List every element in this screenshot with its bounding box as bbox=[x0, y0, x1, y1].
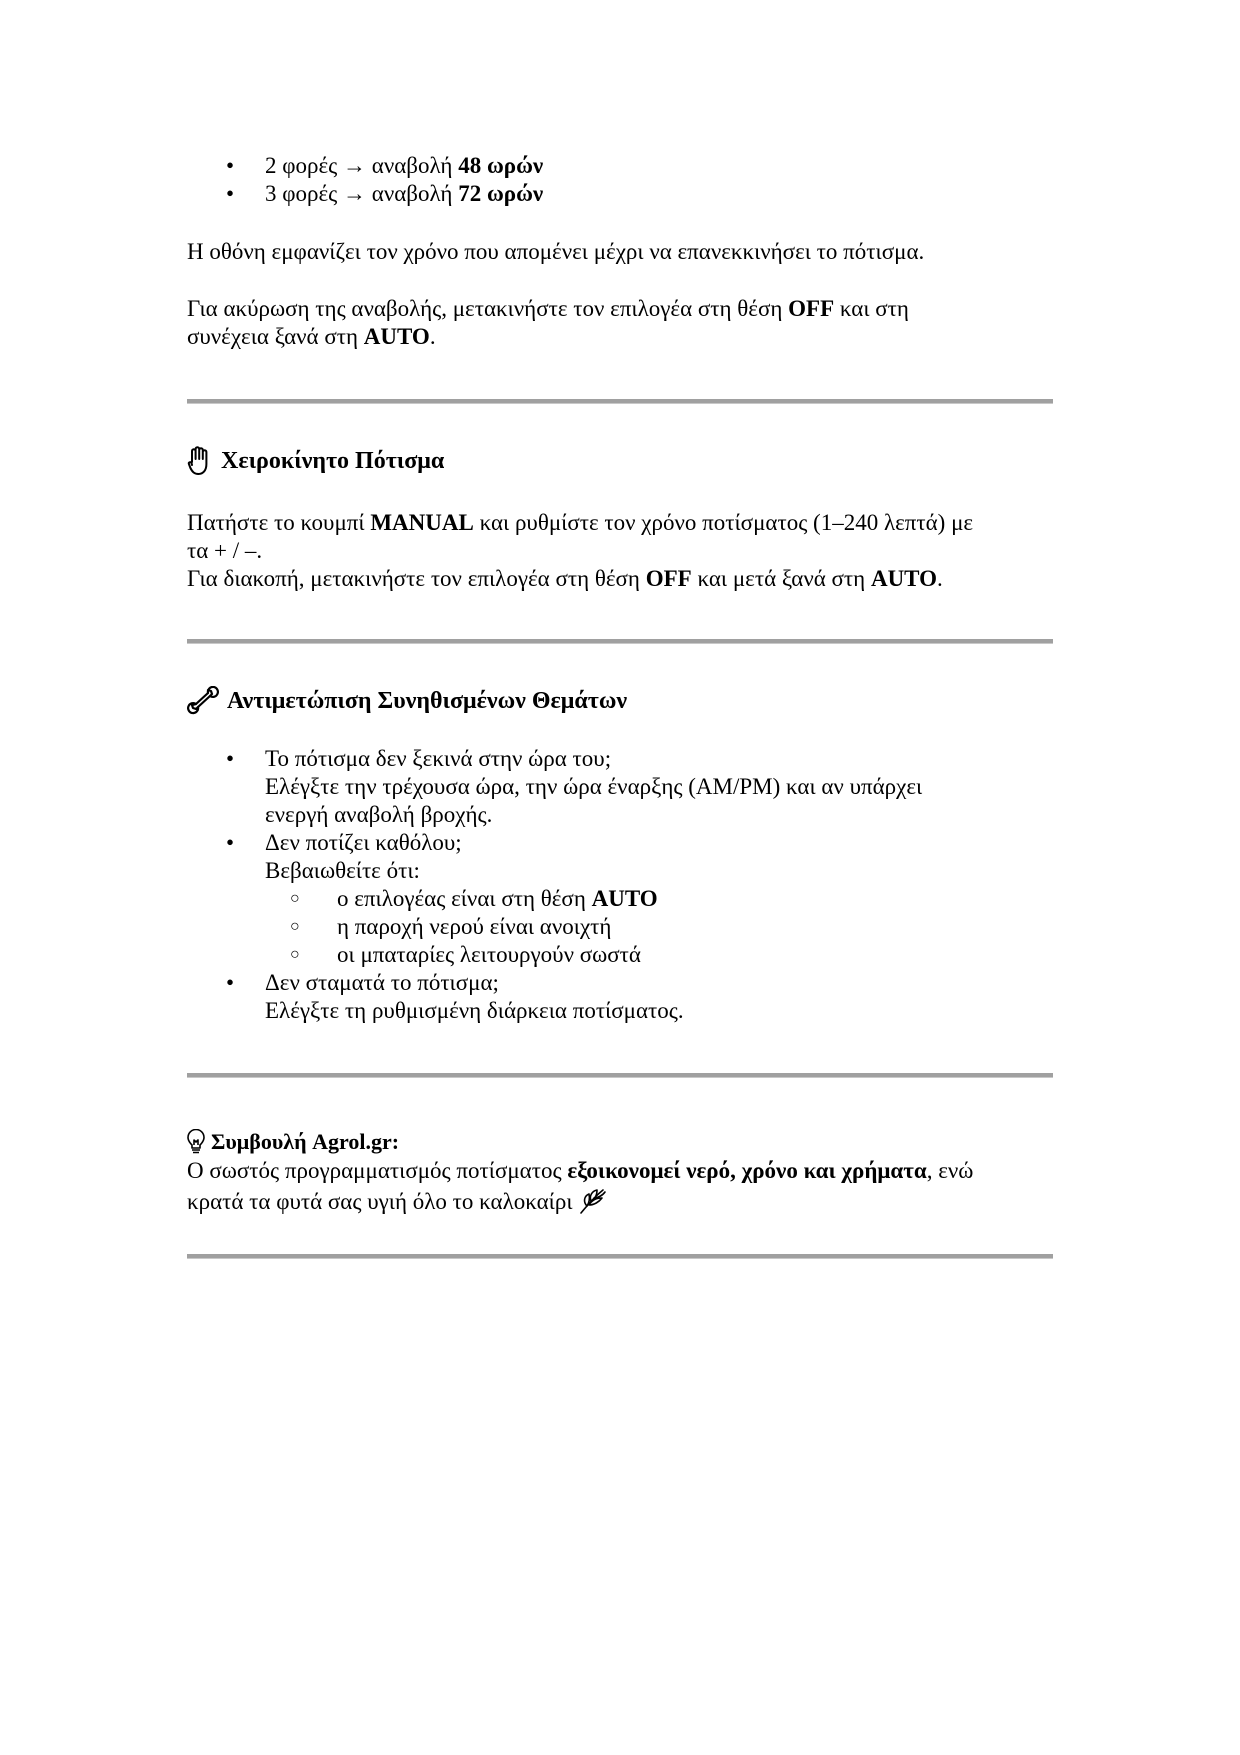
bullet: • bbox=[225, 181, 235, 206]
bullet: • bbox=[225, 746, 235, 771]
bullet: • bbox=[225, 970, 235, 995]
leaf-icon bbox=[579, 1188, 607, 1221]
manual-para2: Για διακοπή, μετακινήστε τον επιλογέα στη θέση OFF και μετά ξανά στη AUTO. bbox=[187, 566, 943, 591]
bullet: • bbox=[225, 153, 235, 178]
section-title: Αντιμετώπιση Συνηθισμένων Θεμάτων bbox=[227, 688, 628, 714]
tip-heading bbox=[187, 1128, 399, 1156]
circle-bullet: ○ bbox=[290, 890, 300, 907]
display-note: Η οθόνη εμφανίζει τον χρόνο που απομένει μέχρι να επανεκκινήσει το πότισμα. bbox=[187, 239, 925, 264]
lightbulb-icon bbox=[187, 1129, 205, 1155]
cancel-note-line1: Για ακύρωση της αναβολής, μετακινήστε τον επιλογέα στη θέση OFF και στη bbox=[187, 296, 909, 321]
divider bbox=[187, 1254, 1053, 1259]
wrench-icon bbox=[187, 686, 219, 716]
manual-para1-line1: Πατήστε το κουμπί MANUAL και ρυθμίστε τον χρόνο ποτίσματος (1–240 λεπτά) με bbox=[187, 510, 974, 535]
tip-line2: κρατά τα φυτά σας υγιή όλο το καλοκαίρι bbox=[187, 1188, 607, 1221]
divider bbox=[187, 1073, 1053, 1078]
tip-title: Συμβουλή Agrol.gr: bbox=[211, 1129, 400, 1154]
section-heading-troubleshooting bbox=[187, 686, 627, 716]
cancel-note-line2: συνέχεια ξανά στη AUTO. bbox=[187, 324, 436, 349]
manual-para1-line2: τα + / –. bbox=[187, 538, 263, 563]
bullet: • bbox=[225, 830, 235, 855]
section-heading-manual bbox=[187, 446, 444, 476]
circle-bullet: ○ bbox=[290, 918, 300, 935]
divider bbox=[187, 639, 1053, 644]
hand-icon bbox=[187, 446, 213, 476]
divider bbox=[187, 399, 1053, 404]
circle-bullet: ○ bbox=[290, 946, 300, 963]
tip-line1: Ο σωστός προγραμματισμός ποτίσματος εξοικονομεί νερό, χρόνο και χρήματα, ενώ bbox=[187, 1158, 974, 1183]
section-title: Χειροκίνητο Πότισμα bbox=[221, 448, 445, 474]
